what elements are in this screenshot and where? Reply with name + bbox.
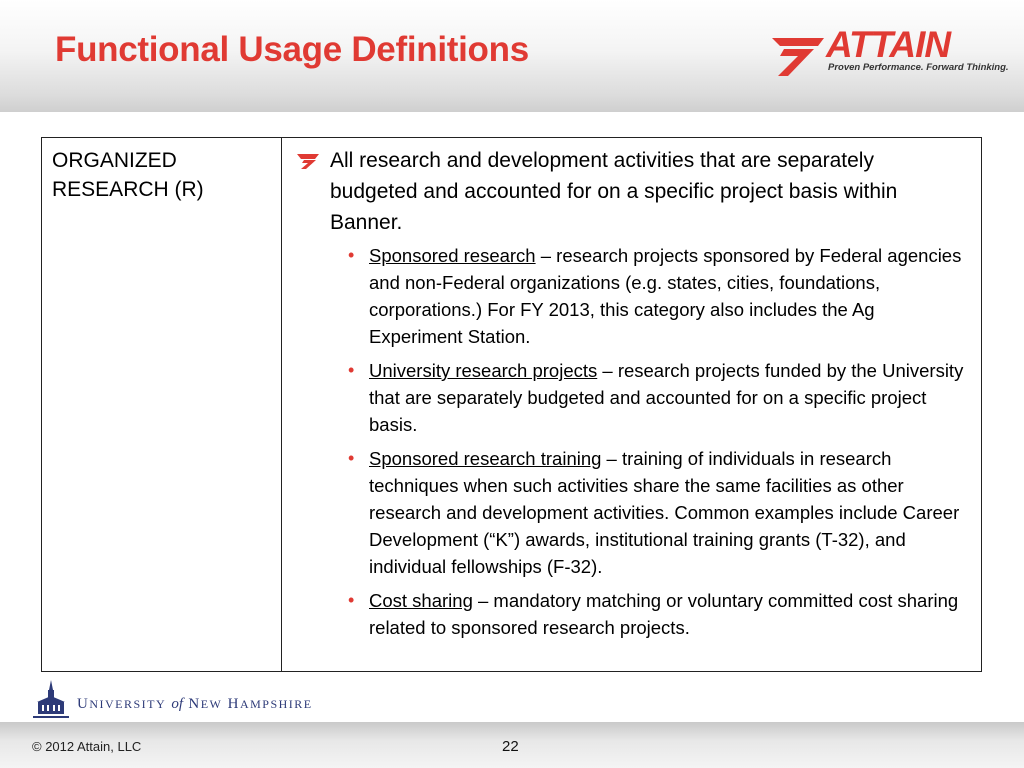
definition-cell: [282, 138, 982, 672]
sub-term: University research projects: [369, 360, 598, 381]
slide-title: Functional Usage Definitions: [55, 30, 529, 69]
sub-term: Sponsored research: [369, 245, 536, 266]
page-number: 22: [502, 738, 519, 755]
sub-text: – research projects sponsored by Federal agencies and non-Federal organizations (e.g. states, cities, foundations, corporations.) For FY 2013, this category also includes the Ag Experiment Station.: [369, 245, 962, 347]
sub-text: – training of individuals in research techniques when such activities share the same facilities as other research and development activities. Common examples include Career Development (“K”) awards, institutional training grants (T-32), and individual fellowships (F-32).: [369, 448, 960, 577]
sub-term: Sponsored research training: [369, 448, 602, 469]
sub-text: – research projects funded by the University that are separately budgeted and accounted for on a specific project basis.: [369, 360, 964, 435]
red-arrow-bullet-icon: [295, 153, 321, 169]
copyright-notice: © 2012 Attain, LLC: [32, 739, 142, 754]
sub-term: Cost sharing: [369, 590, 473, 611]
bullet-icon: •: [348, 245, 355, 265]
list-item: [347, 445, 967, 580]
list-item: [347, 587, 967, 641]
table-row: [42, 138, 982, 672]
thompson-hall-icon: [33, 680, 69, 720]
attain-wordmark: ATTAIN: [826, 24, 951, 65]
term-cell: ORGANIZED RESEARCH (R): [42, 138, 282, 672]
university-wordmark: UNIVERSITY of NEW HAMPSHIRE: [77, 696, 313, 712]
attain-swoosh-icon: [768, 32, 828, 78]
definition-intro: [295, 145, 967, 238]
definition-intro-text: All research and development activities that are separately budgeted and accounted for on a specific project basis within Banner.: [330, 149, 898, 234]
bullet-icon: •: [348, 360, 355, 380]
definition-sublist: [295, 242, 967, 641]
attain-logo: [768, 24, 1009, 82]
attain-tagline: Proven Performance. Forward Thinking.: [828, 62, 1009, 73]
bullet-icon: •: [348, 448, 355, 468]
sub-text: – mandatory matching or voluntary committed cost sharing related to sponsored research projects.: [369, 590, 959, 638]
definitions-table: [41, 137, 982, 672]
bullet-icon: •: [348, 590, 355, 610]
list-item: [347, 357, 967, 438]
list-item: [347, 242, 967, 350]
university-logo: [33, 680, 333, 720]
